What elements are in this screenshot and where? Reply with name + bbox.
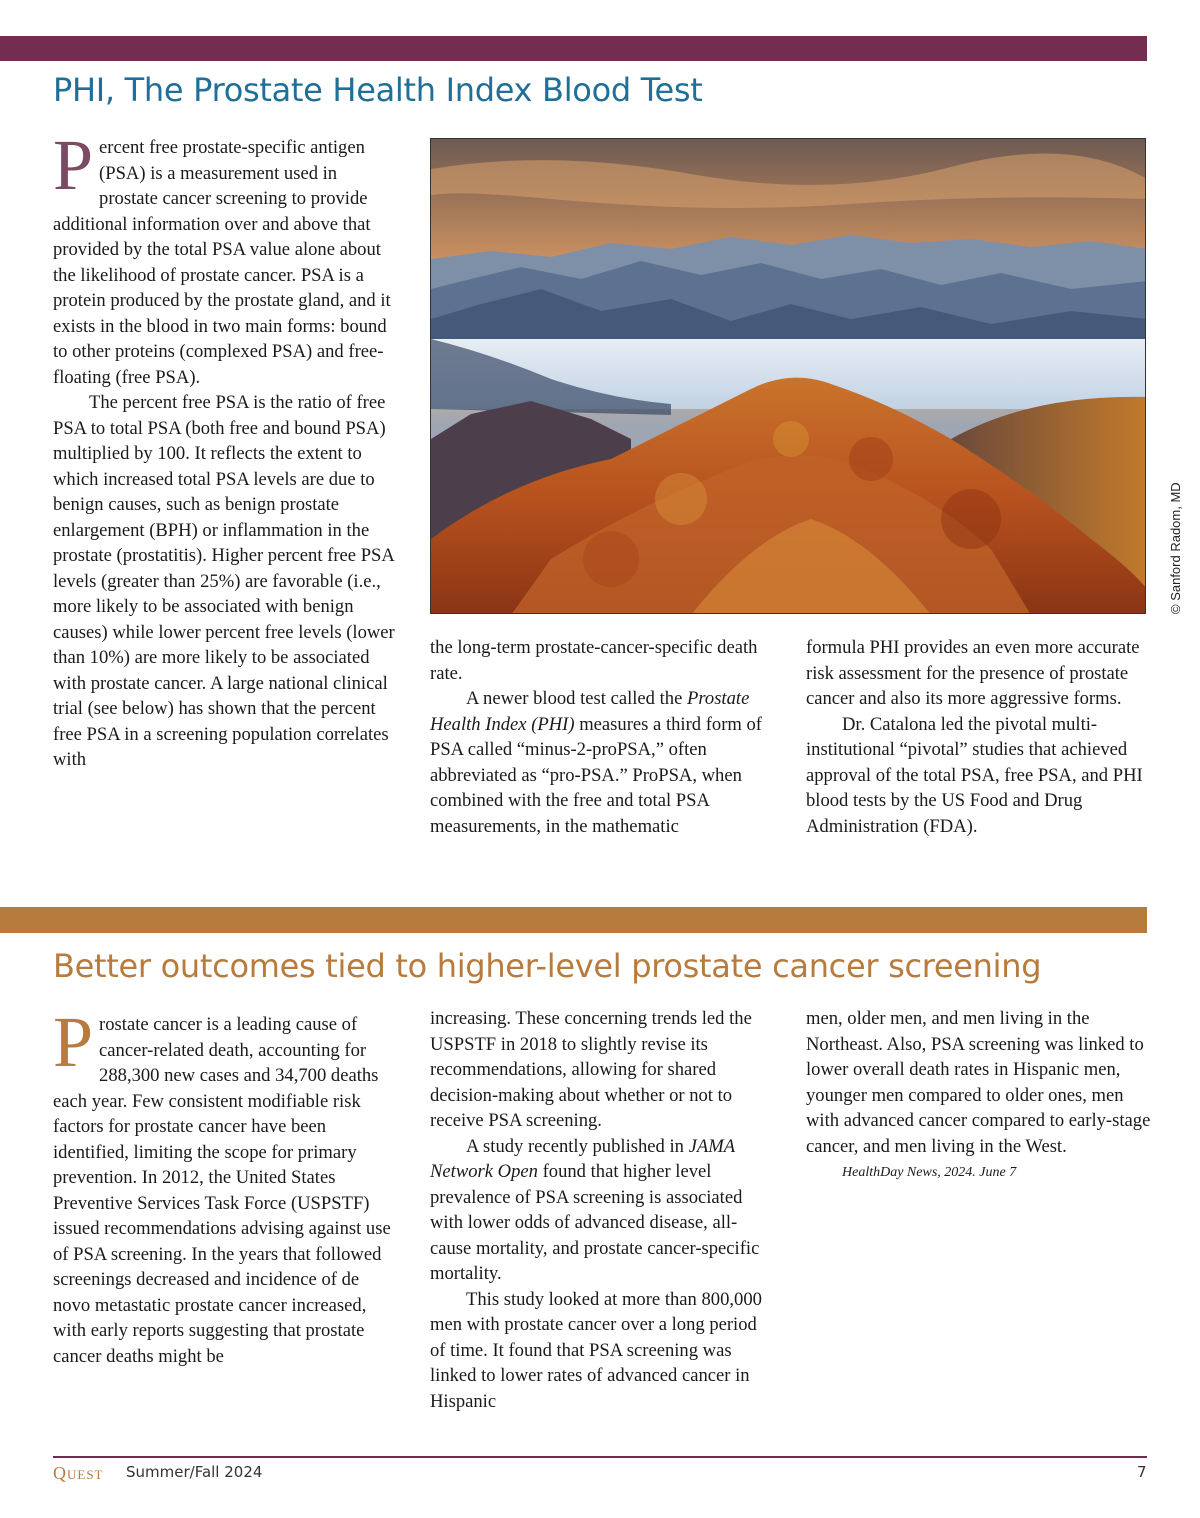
article-2-column-1 xyxy=(53,1002,398,1369)
article-1-column-3 xyxy=(806,635,1151,839)
article-1-col2-paragraph-2: A newer blood test called the Prostate Health Index (PHI) measures a third form of PSA called “minus-2-proPSA,” often abbreviated as “pro-PSA.” ProPSA, when combined with the free and total PSA measurements, in the mathematic xyxy=(430,688,762,837)
article-2-col3-paragraph-1: men, older men, and men living in the Northeast. Also, PSA screening was linked to lower overall death rates in Hispanic men, younger men compared to older ones, men with advanced cancer compared to early-stage cancer, and men living in the West. xyxy=(806,1008,1151,1157)
drop-cap: P xyxy=(53,125,94,205)
article-2-column-2 xyxy=(430,1006,775,1414)
article-1-col1-paragraph-2: The percent free PSA is the ratio of free PSA to total PSA (both free and bound PSA) multiplied by 100. It reflects the extent to which increased total PSA levels are due to benign causes, such as benign prostate enlargement (BPH) or inflammation in the prostate (prostatitis). Higher percent free PSA levels (greater than 25%) are favorable (i.e., more likely to be associated with benign causes) while lower percent free levels (lower than 10%) are more likely to be associated with prostate cancer. A large national clinical trial (see below) has shown that the percent free PSA in a screening population correlates with xyxy=(53,392,395,770)
photo-credit: © Sanford Radom, MD xyxy=(1168,482,1183,614)
mountain-landscape-photo xyxy=(430,138,1146,614)
article-2-col1-paragraph-1: Prostate cancer is a leading cause of cancer-related death, accounting for 288,300 new cases and 34,700 deaths each year. Few consistent modifiable risk factors for prostate cancer have been identified, limiting the scope for primary prevention. In 2012, the United States Preventive Services Task Force (USPSTF) issued recommendations advising against use of PSA screening. In the years that followed screenings decreased and incidence of de novo metastatic prostate cancer increased, with early reports suggesting that prostate cancer deaths might be xyxy=(53,1002,391,1367)
article-2-headline: Better outcomes tied to higher-level prostate cancer screening xyxy=(53,947,1042,985)
article-1-col3-paragraph-2: Dr. Catalona led the pivotal multi-institutional “pivotal” studies that achieved approval of the total PSA, free PSA, and PHI blood tests by the US Food and Drug Administration (FDA). xyxy=(806,713,1143,837)
article-2-col2-paragraph-2: A study recently published in JAMA Network Open found that higher level prevalence of PSA screening is associated with lower odds of advanced disease, all-cause mortality, and prostate cancer-specific mortality. xyxy=(430,1135,760,1284)
top-color-bar xyxy=(0,36,1147,61)
article-2-source: HealthDay News, 2024. June 7 xyxy=(842,1165,1017,1180)
article-2-column-3 xyxy=(806,1006,1151,1183)
article-1-col2-paragraph-1: the long-term prostate-cancer-specific death rate. xyxy=(430,637,758,684)
article-1-column-2 xyxy=(430,635,775,839)
article-2-col2-paragraph-3: This study looked at more than 800,000 men with prostate cancer over a long period of time. It found that PSA screening was linked to lower rates of advanced cancer in Hispanic xyxy=(430,1288,762,1412)
article-1-headline: PHI, The Prostate Health Index Blood Test xyxy=(53,71,703,109)
drop-cap: P xyxy=(53,1002,94,1082)
article-1-col3-paragraph-1: formula PHI provides an even more accurate risk assessment for the presence of prostate cancer and also its more aggressive forms. xyxy=(806,637,1140,709)
article-1-col1-paragraph-1: Percent free prostate-specific antigen (PSA) is a measurement used in prostate cancer screening to provide additional information over and above that provided by the total PSA value alone about the likelihood of prostate cancer. PSA is a protein produced by the prostate gland, and it exists in the blood in two main forms: bound to other proteins (complexed PSA) and free-floating (free PSA). xyxy=(53,125,391,388)
issue-date: Summer/Fall 2024 xyxy=(126,1463,263,1481)
magazine-brand: QUEST xyxy=(53,1463,104,1483)
footer-rule xyxy=(53,1456,1147,1458)
section-divider-bar xyxy=(0,907,1147,933)
page-number: 7 xyxy=(1137,1463,1147,1481)
article-2-col2-paragraph-1: increasing. These concerning trends led the USPSTF in 2018 to slightly revise its recommendations, allowing for shared decision-making about whether or not to receive PSA screening. xyxy=(430,1008,752,1131)
article-1-column-1 xyxy=(53,125,398,773)
